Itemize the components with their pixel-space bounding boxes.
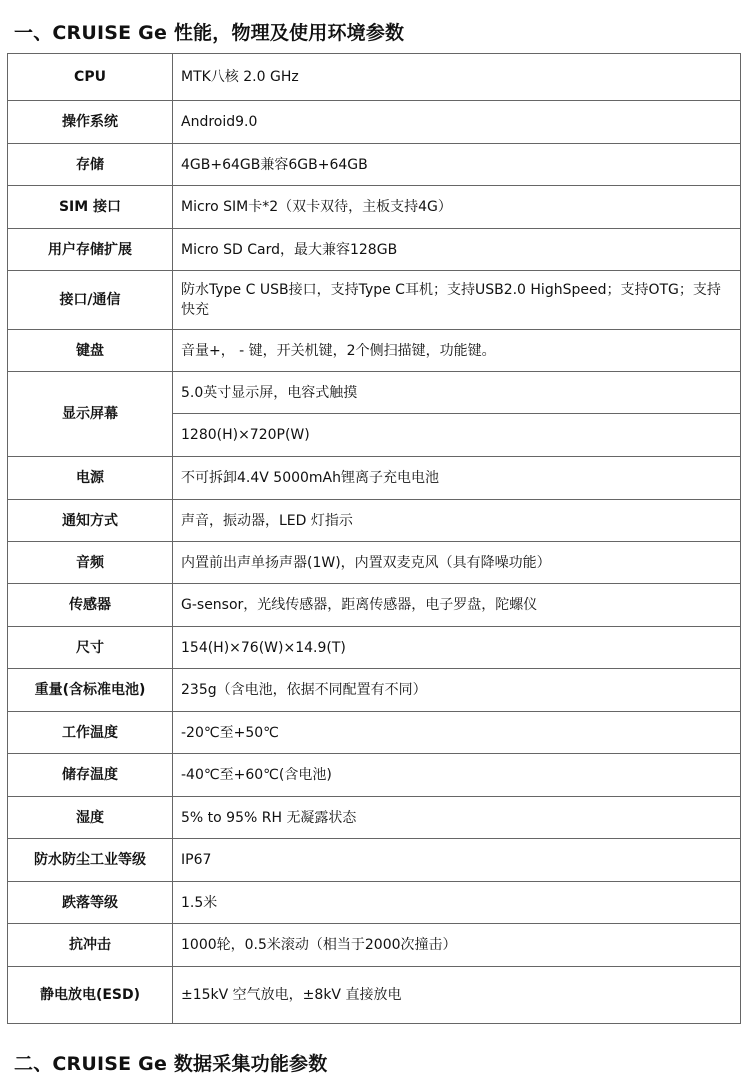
spec-label: 工作温度 — [8, 712, 173, 754]
spec-label: 跌落等级 — [8, 882, 173, 924]
spec-label: 电源 — [8, 457, 173, 500]
spec-label: 静电放电(ESD) — [8, 967, 173, 1024]
table-row — [8, 627, 741, 669]
spec-value: 4GB+64GB兼容6GB+64GB — [173, 144, 741, 186]
spec-value: -40℃至+60℃(含电池) — [173, 754, 741, 797]
spec-label: 防水防尘工业等级 — [8, 839, 173, 882]
spec-label: SIM 接口 — [8, 186, 173, 229]
table-row — [8, 754, 741, 797]
spec-value: 1280(H)×720P(W) — [173, 414, 741, 457]
spec-label: 尺寸 — [8, 627, 173, 669]
table-row — [8, 101, 741, 144]
spec-value: 音量+， - 键，开关机键，2个侧扫描键，功能键。 — [173, 330, 741, 372]
table-row — [8, 712, 741, 754]
table-row — [8, 669, 741, 712]
table-row — [8, 584, 741, 627]
spec-value: Micro SIM卡*2（双卡双待，主板支持4G） — [173, 186, 741, 229]
table-row — [8, 797, 741, 839]
spec-value: MTK八核 2.0 GHz — [173, 54, 741, 101]
spec-table — [7, 53, 741, 1024]
section-title-performance: 一、CRUISE Ge 性能，物理及使用环境参数 — [14, 22, 405, 44]
spec-label: 通知方式 — [8, 500, 173, 542]
spec-label: CPU — [8, 54, 173, 101]
table-row — [8, 271, 741, 330]
section-title-data-collection: 二、CRUISE Ge 数据采集功能参数 — [14, 1053, 328, 1075]
table-row — [8, 186, 741, 229]
table-row — [8, 924, 741, 967]
spec-value: 5% to 95% RH 无凝露状态 — [173, 797, 741, 839]
table-row — [8, 54, 741, 101]
spec-value: Micro SD Card，最大兼容128GB — [173, 229, 741, 271]
table-row — [8, 372, 741, 414]
table-row — [8, 457, 741, 500]
spec-label: 传感器 — [8, 584, 173, 627]
spec-label: 存储 — [8, 144, 173, 186]
spec-value: 防水Type C USB接口，支持Type C耳机；支持USB2.0 HighSpeed；支持OTG；支持快充 — [173, 271, 741, 330]
spec-value: Android9.0 — [173, 101, 741, 144]
table-row — [8, 839, 741, 882]
spec-value: ±15kV 空气放电，±8kV 直接放电 — [173, 967, 741, 1024]
spec-value: 154(H)×76(W)×14.9(T) — [173, 627, 741, 669]
spec-label: 用户存储扩展 — [8, 229, 173, 271]
spec-value: -20℃至+50℃ — [173, 712, 741, 754]
spec-label: 重量(含标准电池) — [8, 669, 173, 712]
table-row — [8, 882, 741, 924]
spec-value: 235g（含电池，依据不同配置有不同） — [173, 669, 741, 712]
spec-label: 键盘 — [8, 330, 173, 372]
spec-label: 湿度 — [8, 797, 173, 839]
spec-value: 声音，振动器，LED 灯指示 — [173, 500, 741, 542]
table-row — [8, 330, 741, 372]
spec-label: 抗冲击 — [8, 924, 173, 967]
spec-value: IP67 — [173, 839, 741, 882]
table-row — [8, 229, 741, 271]
spec-value: G-sensor，光线传感器，距离传感器，电子罗盘，陀螺仪 — [173, 584, 741, 627]
table-row — [8, 542, 741, 584]
spec-value: 1000轮，0.5米滚动（相当于2000次撞击） — [173, 924, 741, 967]
spec-value: 5.0英寸显示屏，电容式触摸 — [173, 372, 741, 414]
spec-label: 显示屏幕 — [8, 372, 173, 457]
spec-label: 操作系统 — [8, 101, 173, 144]
table-row — [8, 967, 741, 1024]
table-row — [8, 500, 741, 542]
spec-label: 音频 — [8, 542, 173, 584]
table-row — [8, 144, 741, 186]
spec-label: 接口/通信 — [8, 271, 173, 330]
spec-value: 1.5米 — [173, 882, 741, 924]
spec-label: 储存温度 — [8, 754, 173, 797]
spec-value: 不可拆卸4.4V 5000mAh锂离子充电电池 — [173, 457, 741, 500]
spec-value: 内置前出声单扬声器(1W)，内置双麦克风（具有降噪功能） — [173, 542, 741, 584]
